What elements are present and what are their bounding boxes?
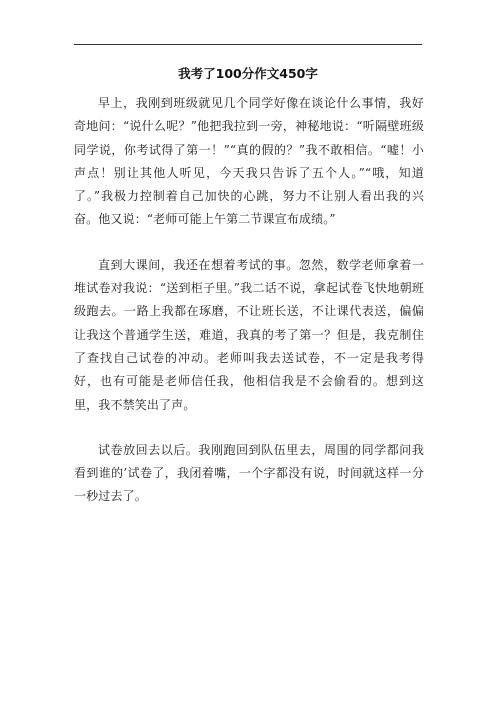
document-title: 我考了100分作文450字 bbox=[178, 66, 318, 81]
paragraph-spacer bbox=[74, 232, 424, 254]
document-body bbox=[74, 92, 424, 509]
paragraph-1: 早上，我刚到班级就见几个同学好像在谈论什么事情，我好奇地问：“说什么呢？”他把我拉到一旁，神秘地说：“听隔壁班级同学说，你考试得了第一！”“真的假的？”我不敢相信。“嘘！小声点！别让其他人听见，今天我只告诉了五个人。”“哦，知道了。”我极力控制着自己加快的心跳，努力不让别人看出我的兴奋。他又说：“老师可能上午第二节课宣布成绩。” bbox=[74, 96, 424, 227]
paragraph-2: 直到大课间，我还在想着考试的事。忽然，数学老师拿着一堆试卷对我说：“送到柜子里。”我二话不说，拿起试卷飞快地朝班级跑去。一路上我都在琢磨，不让班长送，不让课代表送，偏偏让我这个普通学生送，难道，我真的考了第一？但是，我克制住了查找自己试卷的冲动。老师叫我去送试卷，不一定是我考得好，也有可能是老师信任我，他相信我是不会偷看的。想到这里，我不禁笑出了声。 bbox=[74, 257, 424, 412]
paragraph-spacer bbox=[74, 417, 424, 439]
header-rule bbox=[74, 44, 422, 45]
paragraph-3: 试卷放回去以后。我刚跑回到队伍里去，周围的同学都问我看到谁的’试卷了，我闭着嘴，一个字都没有说，时间就这样一分一秒过去了。 bbox=[74, 442, 424, 504]
